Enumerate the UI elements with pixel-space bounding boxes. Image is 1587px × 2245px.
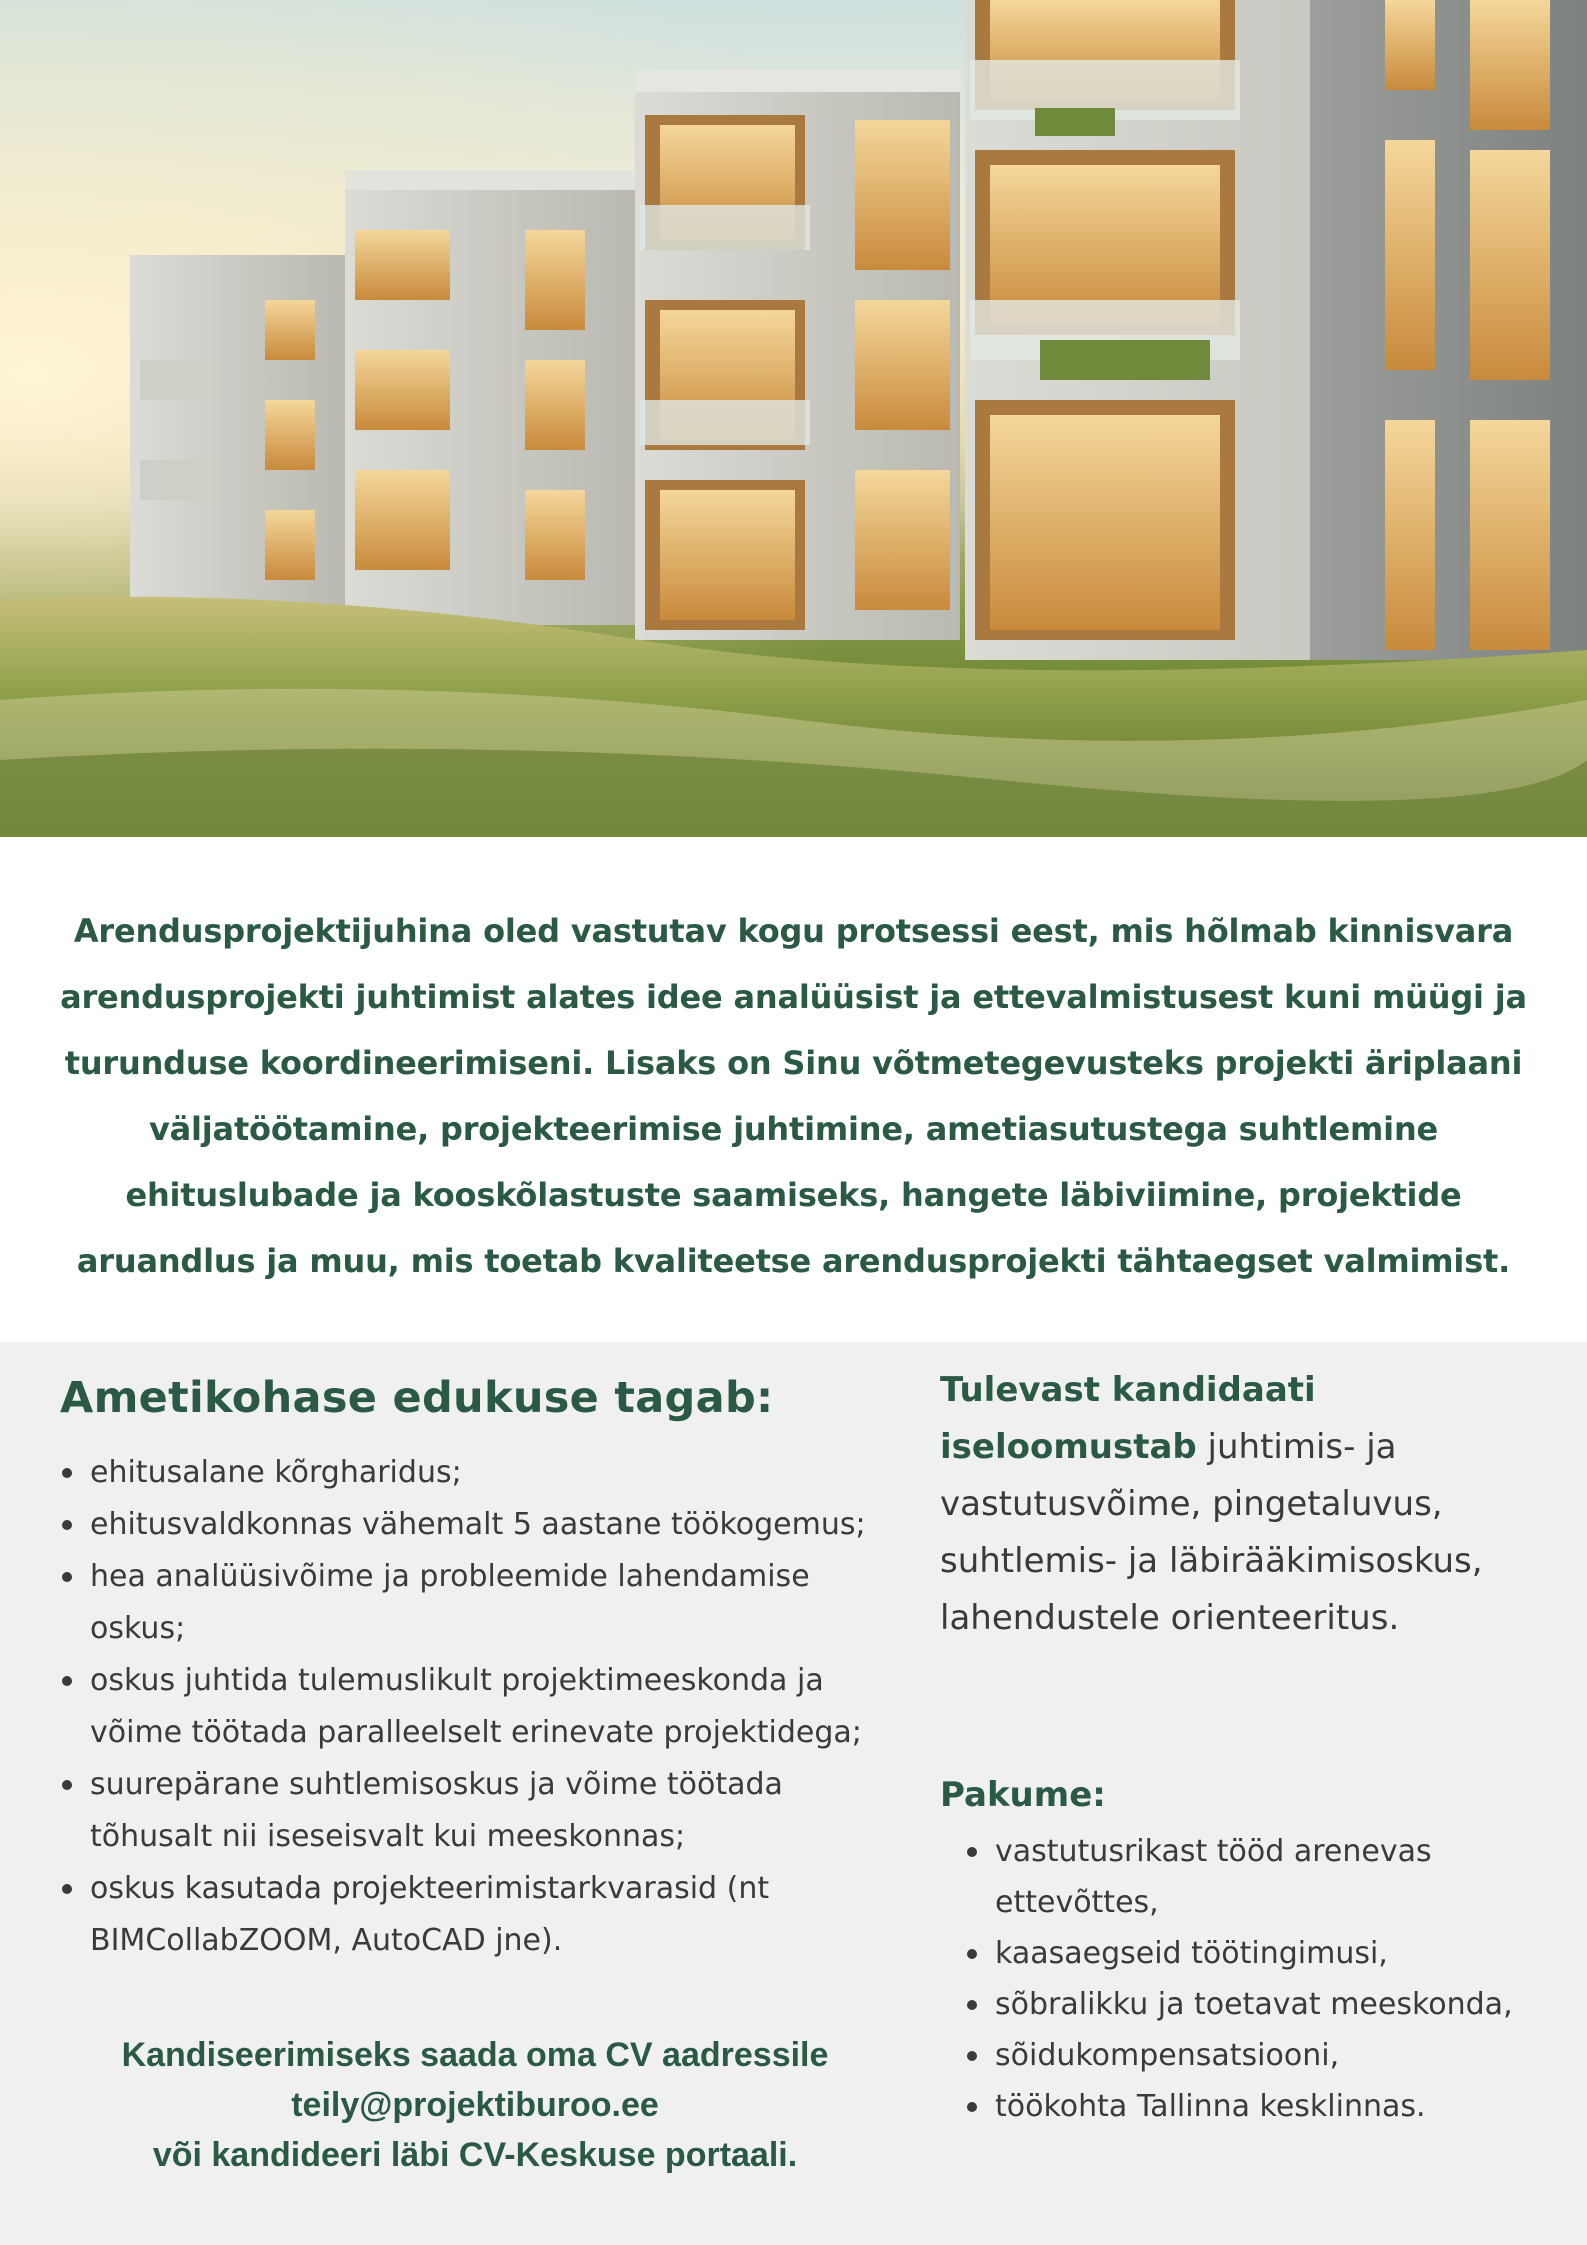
apartment-buildings-illustration [0,0,1587,837]
hero-image [0,0,1587,837]
list-item: oskus juhtida tulemuslikult projektimeeskonda ja võime töötada paralleelselt erinevate projektidega; [60,1655,890,1759]
traits-lead: Tulevast kandidaati iseloomustab [940,1370,1316,1467]
details-panel [0,1342,1587,2245]
intro-paragraph: Arendusprojektijuhina oled vastutav kogu protsessi eest, mis hõlmab kinnisvara arendusprojekti juhtimist alates idee analüüsist ja ettevalmistusest kuni müügi ja turunduse koordineerimiseni. Lisaks on Sinu võtmetegevusteks projekti äriplaani väljatöötamine, projekteerimise juhtimine, ametiasutustega suhtlemine ehituslubade ja kooskõlastuste saamiseks, hangete läbiviimine, projektide aruandlus ja muu, mis toetab kvaliteetse arendusprojekti tähtaegset valmimist. [60,912,1527,1280]
offer-list [965,1826,1565,2132]
apply-line: või kandideeri läbi CV-Keskuse portaali. [152,2136,798,2174]
requirements-heading: Ametikohase edukuse tagab: [60,1373,774,1423]
candidate-traits [940,1362,1560,1647]
list-item: vastutusrikast tööd arenevas ettevõttes, [965,1826,1565,1928]
list-item: oskus kasutada projekteerimistarkvarasid (nt BIMCollabZOOM, AutoCAD jne). [60,1863,890,1967]
offer-heading: Pakume: [940,1775,1106,1815]
list-item: kaasaegseid töötingimusi, [965,1928,1565,1979]
apply-line: Kandiseerimiseks saada oma CV aadressile [121,2036,829,2074]
list-item: suurepärane suhtlemisoskus ja võime töötada tõhusalt nii iseseisvalt kui meeskonnas; [60,1759,890,1863]
list-item: ehitusalane kõrgharidus; [60,1447,890,1499]
list-item: töökohta Tallinna kesklinnas. [965,2081,1565,2132]
apply-email-link[interactable]: teily@projektiburoo.ee [291,2086,659,2124]
apply-instructions [60,2030,890,2180]
list-item: sõidukompensatsiooni, [965,2030,1565,2081]
list-item: sõbralikku ja toetavat meeskonda, [965,1979,1565,2030]
requirements-list [60,1447,890,1967]
list-item: hea analüüsivõime ja probleemide lahendamise oskus; [60,1551,890,1655]
traits-text: juhtimis- ja vastutusvõime, pingetaluvus, suhtlemis- ja läbirääkimisoskus, lahendustele orienteeritus. [940,1427,1483,1638]
intro-section [0,837,1587,1342]
list-item: ehitusvaldkonnas vähemalt 5 aastane töökogemus; [60,1499,890,1551]
